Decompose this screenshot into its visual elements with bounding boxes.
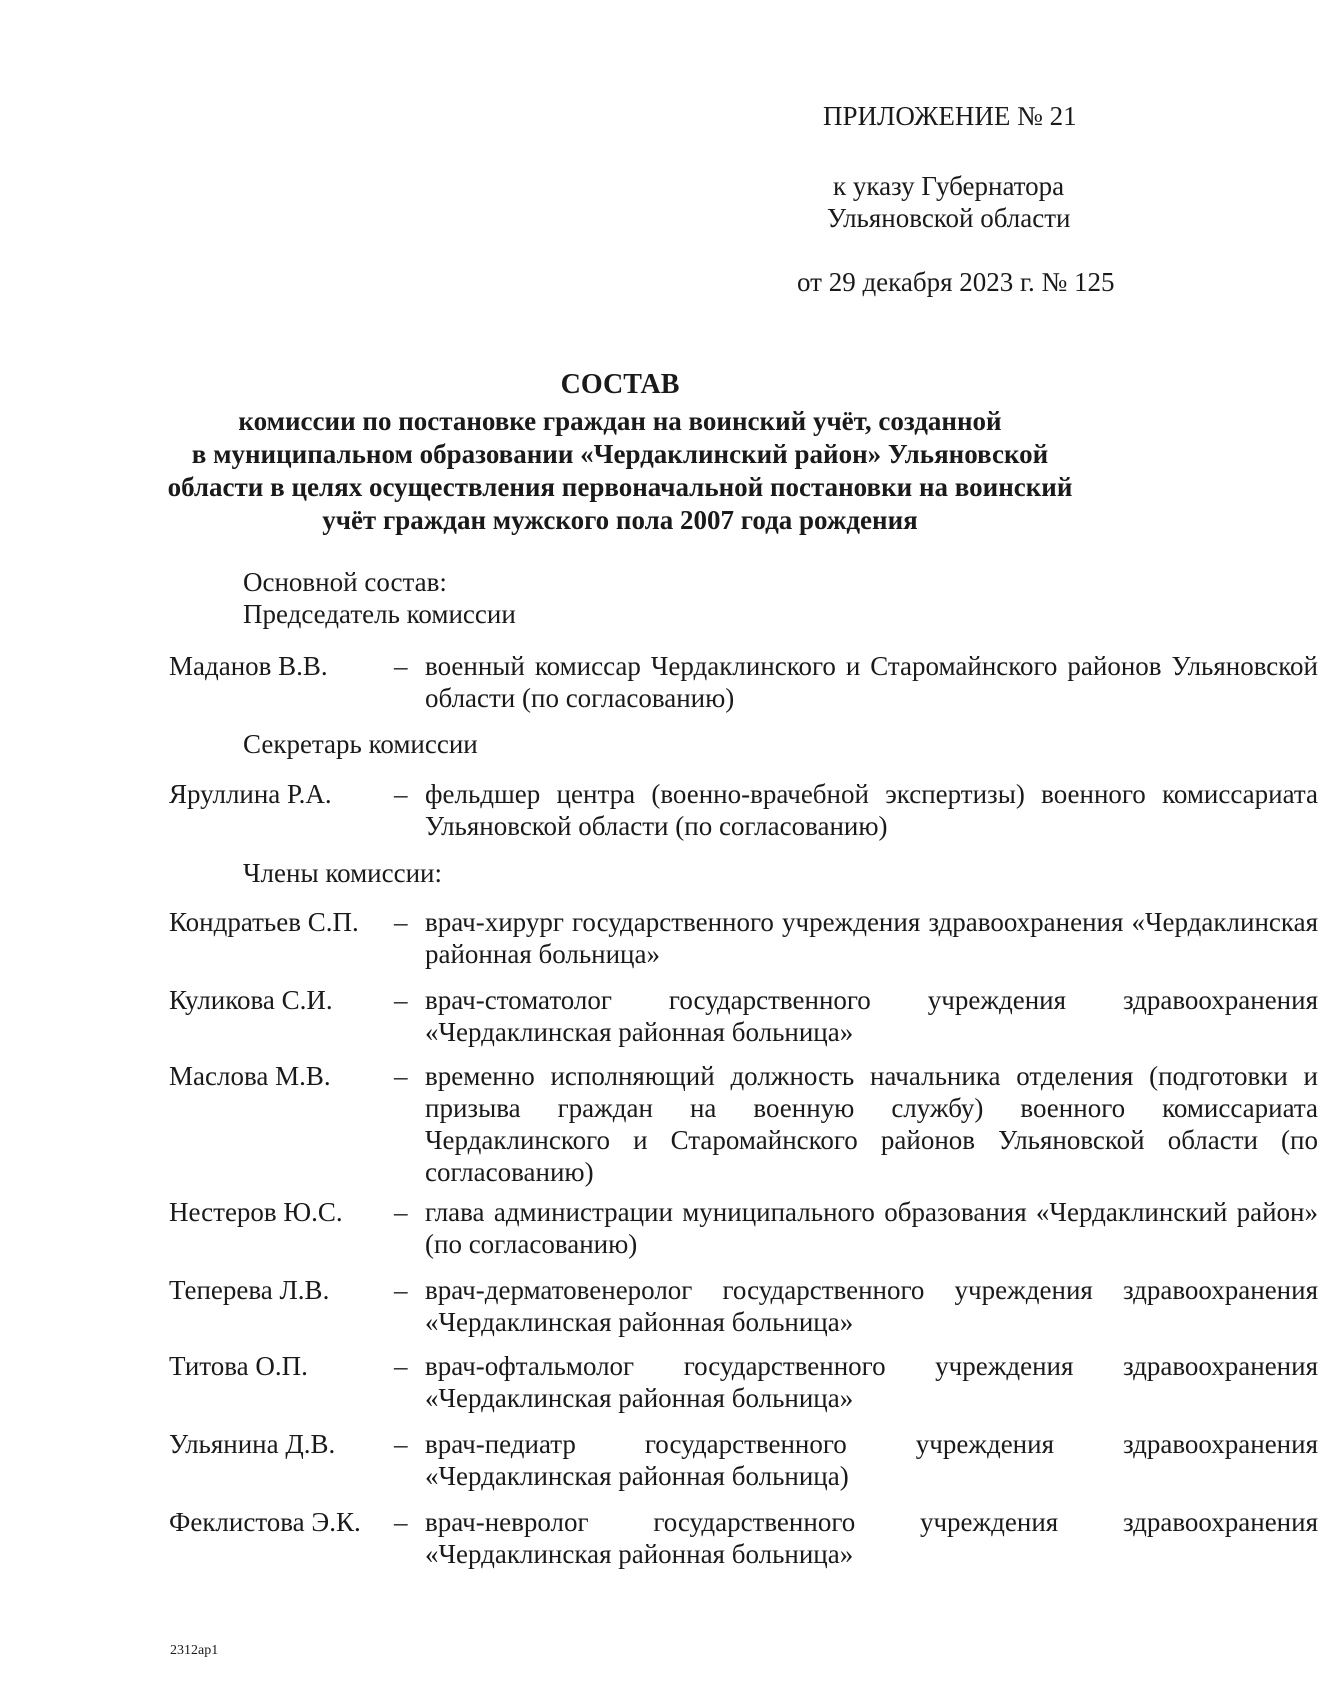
- member-position: временно исполняющий должность начальника отделения (подготовки и призыва граждан на военную службу) военного комиссариата Чердаклинского и Старомайнского районов Ульяновской области (по согласованию): [425, 1061, 1318, 1187]
- document-subtitle-line: области в целях осуществления первоначальной постановки на воинский: [167, 472, 1073, 502]
- document-title-block: [140, 368, 1100, 537]
- member-dash: –: [394, 1429, 408, 1459]
- member-dash: –: [394, 1351, 408, 1381]
- decree-reference-line-1: к указу Губернатора: [833, 171, 1065, 201]
- section-chairman: Председатель комиссии: [243, 599, 516, 629]
- document-subtitle-line: учёт граждан мужского пола 2007 года рождения: [322, 505, 918, 535]
- member-name: Феклистова Э.К.: [169, 1507, 361, 1537]
- member-position: врач-стоматолог государственного учреждения здравоохранения «Чердаклинская районная больница»: [425, 985, 1318, 1047]
- member-name: Титова О.П.: [169, 1351, 308, 1381]
- document-title: СОСТАВ: [560, 369, 680, 400]
- document-code: 2312ap1: [170, 1643, 219, 1658]
- member-name: Кондратьев С.П.: [169, 907, 359, 937]
- member-name: Теперева Л.В.: [169, 1275, 330, 1305]
- member-name: Нестеров Ю.С.: [169, 1197, 343, 1227]
- member-name: Куликова С.И.: [169, 985, 333, 1015]
- member-name: Маслова М.В.: [169, 1061, 331, 1091]
- section-main-composition: Основной состав:: [243, 567, 447, 597]
- appendix-number: ПРИЛОЖЕНИЕ № 21: [823, 101, 1077, 131]
- member-dash: –: [394, 1275, 408, 1305]
- member-position: врач-офтальмолог государственного учреждения здравоохранения «Чердаклинская районная больница»: [425, 1351, 1318, 1413]
- member-position: глава администрации муниципального образования «Чердаклинский район» (по согласованию): [425, 1197, 1318, 1259]
- section-members: Члены комиссии:: [243, 858, 442, 888]
- member-position: военный комиссар Чердаклинского и Старомайнского районов Ульяновской области (по согласованию): [425, 651, 1318, 713]
- member-name: Маданов В.В.: [169, 651, 328, 681]
- member-dash: –: [394, 651, 408, 681]
- member-position: врач-хирург государственного учреждения здравоохранения «Чердаклинская районная больница»: [425, 907, 1318, 969]
- document-subtitle-line: комиссии по постановке граждан на воинский учёт, созданной: [238, 406, 1002, 436]
- member-dash: –: [394, 1507, 408, 1537]
- section-secretary: Секретарь комиссии: [243, 729, 478, 759]
- member-position: врач-дерматовенеролог государственного учреждения здравоохранения «Чердаклинская районная больница»: [425, 1275, 1318, 1337]
- document-subtitle-line: в муниципальном образовании «Чердаклинский район» Ульяновской: [191, 439, 1049, 469]
- decree-date-number: от 29 декабря 2023 г. № 125: [797, 267, 1115, 297]
- member-position: фельдшер центра (военно-врачебной экспертизы) военного комиссариата Ульяновской области (по согласованию): [425, 779, 1318, 841]
- member-position: врач-педиатр государственного учреждения здравоохранения «Чердаклинская районная больница): [425, 1429, 1318, 1491]
- decree-reference-line-2: Ульяновской области: [827, 203, 1071, 233]
- member-name: Ульянина Д.В.: [169, 1429, 336, 1459]
- member-dash: –: [394, 1197, 408, 1227]
- member-position: врач-невролог государственного учреждения здравоохранения «Чердаклинская районная больница»: [425, 1507, 1318, 1569]
- member-dash: –: [394, 907, 408, 937]
- member-dash: –: [394, 1061, 408, 1091]
- member-dash: –: [394, 779, 408, 809]
- member-name: Яруллина Р.А.: [169, 779, 332, 809]
- member-dash: –: [394, 985, 408, 1015]
